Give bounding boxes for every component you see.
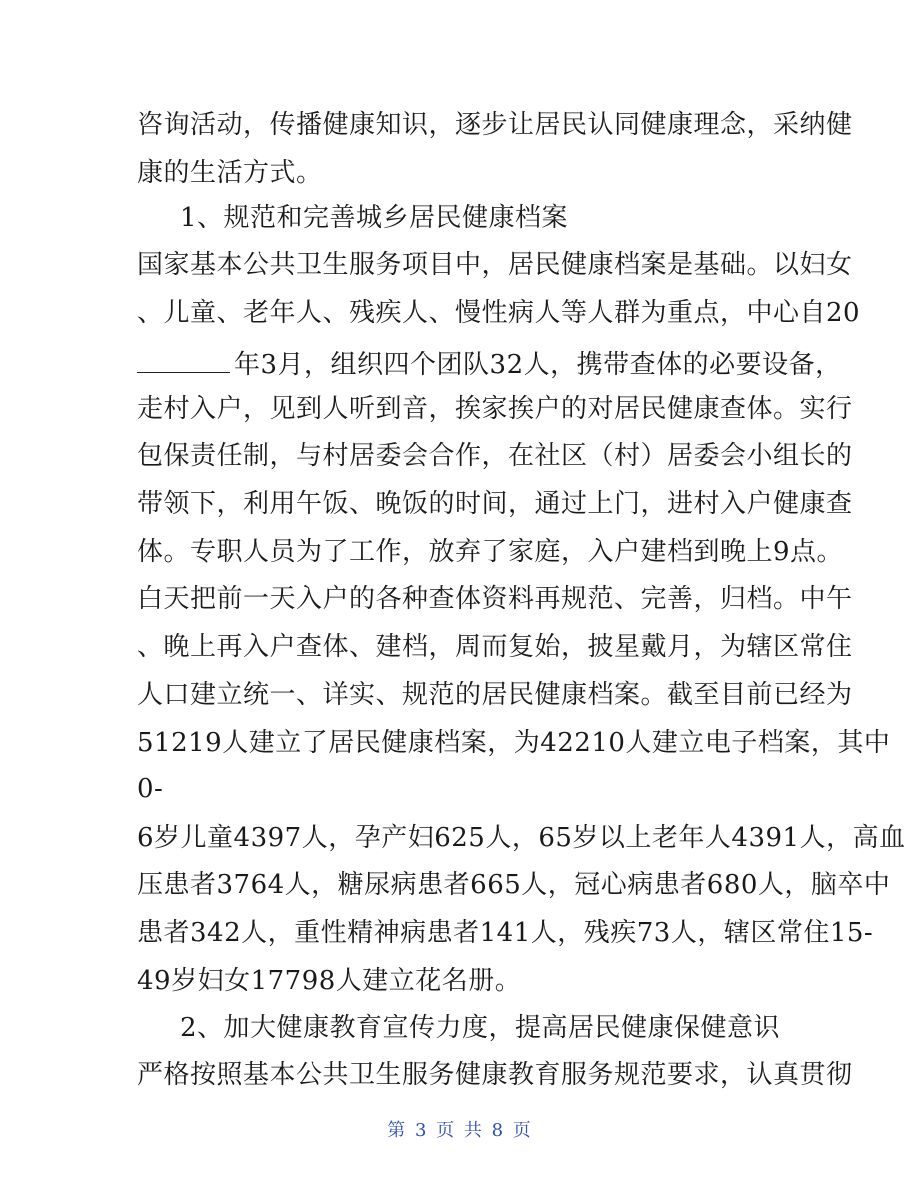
text-line-12: 、晚上再入户查体、建档，周而复始，披星戴月，为辖区常住 [137, 632, 853, 662]
text-line-9: 带领下，利用午饭、晚饭的时间，通过上门，进村入户健康查 [137, 489, 853, 519]
text-line-13: 人口建立统一、详实、规范的居民健康档案。截至目前已经为 [137, 680, 853, 710]
text-line-8: 包保责任制，与村居委会合作，在社区（村）居委会小组长的 [137, 441, 853, 471]
text-line-7: 走村入户，见到人听到音，挨家挨户的对居民健康查体。实行 [137, 394, 853, 424]
fill-in-blank [137, 348, 230, 373]
section-heading-1: 1、规范和完善城乡居民健康档案 [180, 203, 569, 233]
text-line-16: 6岁儿童4397人，孕产妇625人，65岁以上老年人4391人，高血 [137, 823, 906, 853]
text-line-18: 患者342人，重性精神病患者141人，残疾73人，辖区常住15- [137, 918, 874, 948]
text-line-2: 康的生活方式。 [137, 158, 323, 188]
text-line-1: 咨询活动，传播健康知识，逐步让居民认同健康理念，采纳健 [137, 110, 853, 140]
section-heading-2: 2、加大健康教育宣传力度，提高居民健康保健意识 [180, 1013, 781, 1043]
text-line-11: 白天把前一天入户的各种查体资料再规范、完善，归档。中午 [137, 584, 853, 614]
text-line-5: 、儿童、老年人、残疾人、慢性病人等人群为重点，中心自20 [137, 298, 861, 328]
text-line-15: 0- [137, 774, 164, 804]
page-number-footer: 第 3 页 共 8 页 [387, 1120, 533, 1141]
text-line-21: 严格按照基本公共卫生服务健康教育服务规范要求，认真贯彻 [137, 1060, 853, 1090]
text-line-6 [137, 348, 842, 378]
text-line-17: 压患者3764人，糖尿病患者665人，冠心病患者680人，脑卒中 [137, 870, 891, 900]
text-line-19: 49岁妇女17798人建立花名册。 [137, 966, 522, 996]
text-line-4: 国家基本公共卫生服务项目中，居民健康档案是基础。以妇女 [137, 250, 853, 280]
text-line-6-content: 年3月，组织四个团队32人，携带查体的必要设备， [234, 350, 842, 380]
text-line-10: 体。专职人员为了工作，放弃了家庭，入户建档到晚上9点。 [137, 537, 844, 567]
text-line-14: 51219人建立了居民健康档案，为42210人建立电子档案，其中 [137, 728, 891, 758]
